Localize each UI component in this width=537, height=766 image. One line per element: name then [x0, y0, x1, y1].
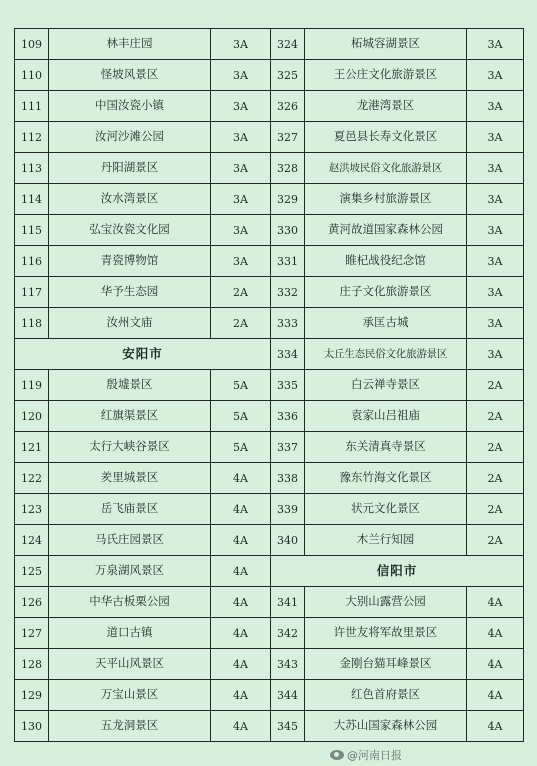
spot-name: 林丰庄园 — [49, 29, 211, 60]
spot-name: 岳飞庙景区 — [49, 494, 211, 525]
city-header: 安阳市 — [15, 339, 271, 370]
table-row — [15, 525, 524, 556]
spot-level: 4A — [211, 680, 271, 711]
spot-level: 3A — [467, 277, 524, 308]
spot-name: 夏邑县长寿文化景区 — [305, 122, 467, 153]
spot-name: 红色首府景区 — [305, 680, 467, 711]
spot-name: 中国汝瓷小镇 — [49, 91, 211, 122]
spot-number: 332 — [271, 277, 305, 308]
table-row — [15, 370, 524, 401]
spot-number: 341 — [271, 587, 305, 618]
spot-level: 4A — [211, 618, 271, 649]
spot-number: 110 — [15, 60, 49, 91]
table-row — [15, 494, 524, 525]
spot-number: 116 — [15, 246, 49, 277]
spot-level: 2A — [467, 525, 524, 556]
spot-number: 331 — [271, 246, 305, 277]
scenic-spots-table — [14, 28, 524, 742]
spot-number: 338 — [271, 463, 305, 494]
spot-name: 龙港湾景区 — [305, 91, 467, 122]
spot-number: 328 — [271, 153, 305, 184]
spot-name: 马氏庄园景区 — [49, 525, 211, 556]
spot-level: 3A — [467, 308, 524, 339]
spot-name: 汝河沙滩公园 — [49, 122, 211, 153]
table-row — [15, 680, 524, 711]
spot-name: 中华古板栗公园 — [49, 587, 211, 618]
watermark — [330, 747, 402, 763]
spot-name: 万泉湖风景区 — [49, 556, 211, 587]
spot-number: 111 — [15, 91, 49, 122]
spot-level: 2A — [467, 370, 524, 401]
spot-name: 庄子文化旅游景区 — [305, 277, 467, 308]
spot-number: 333 — [271, 308, 305, 339]
spot-number: 344 — [271, 680, 305, 711]
spot-number: 335 — [271, 370, 305, 401]
spot-number: 343 — [271, 649, 305, 680]
spot-level: 4A — [211, 525, 271, 556]
spot-name: 怪坡风景区 — [49, 60, 211, 91]
spot-number: 340 — [271, 525, 305, 556]
spot-number: 109 — [15, 29, 49, 60]
spot-number: 117 — [15, 277, 49, 308]
spot-number: 342 — [271, 618, 305, 649]
spot-number: 123 — [15, 494, 49, 525]
table-row — [15, 91, 524, 122]
spot-name: 许世友将军故里景区 — [305, 618, 467, 649]
spot-name: 天平山风景区 — [49, 649, 211, 680]
spot-level: 4A — [211, 556, 271, 587]
table-row — [15, 711, 524, 742]
spot-number: 326 — [271, 91, 305, 122]
spot-level: 3A — [211, 91, 271, 122]
spot-level: 2A — [467, 432, 524, 463]
spot-level: 3A — [467, 339, 524, 370]
spot-name: 黄河故道国家森林公园 — [305, 215, 467, 246]
table-body — [15, 29, 524, 742]
table-row — [15, 308, 524, 339]
spot-level: 4A — [211, 463, 271, 494]
city-header: 信阳市 — [271, 556, 524, 587]
spot-level: 3A — [467, 29, 524, 60]
spot-number: 334 — [271, 339, 305, 370]
spot-level: 3A — [467, 122, 524, 153]
spot-level: 3A — [211, 184, 271, 215]
spot-level: 4A — [211, 587, 271, 618]
spot-number: 112 — [15, 122, 49, 153]
spot-number: 128 — [15, 649, 49, 680]
spot-level: 3A — [467, 215, 524, 246]
spot-level: 4A — [211, 711, 271, 742]
table-row — [15, 587, 524, 618]
spot-name: 弘宝汝瓷文化园 — [49, 215, 211, 246]
spot-level: 5A — [211, 432, 271, 463]
spot-number: 327 — [271, 122, 305, 153]
spot-name: 太行大峡谷景区 — [49, 432, 211, 463]
spot-level: 4A — [467, 649, 524, 680]
table-row — [15, 432, 524, 463]
spot-level: 2A — [467, 463, 524, 494]
spot-name: 木兰行知园 — [305, 525, 467, 556]
spot-name: 金刚台猫耳峰景区 — [305, 649, 467, 680]
spot-name: 大别山露营公园 — [305, 587, 467, 618]
spot-level: 3A — [211, 246, 271, 277]
spot-name: 五龙洞景区 — [49, 711, 211, 742]
spot-level: 3A — [211, 29, 271, 60]
spot-level: 3A — [467, 153, 524, 184]
spot-level: 4A — [211, 494, 271, 525]
watermark-text: @河南日报 — [347, 749, 402, 762]
spot-number: 329 — [271, 184, 305, 215]
spot-name: 红旗渠景区 — [49, 401, 211, 432]
spot-number: 339 — [271, 494, 305, 525]
spot-level: 4A — [467, 680, 524, 711]
table-row — [15, 184, 524, 215]
spot-number: 127 — [15, 618, 49, 649]
spot-level: 3A — [467, 91, 524, 122]
spot-level: 5A — [211, 370, 271, 401]
spot-level: 3A — [211, 122, 271, 153]
spot-level: 2A — [467, 401, 524, 432]
spot-number: 325 — [271, 60, 305, 91]
spot-level: 4A — [467, 711, 524, 742]
table-row — [15, 339, 524, 370]
table-row — [15, 556, 524, 587]
table-row — [15, 277, 524, 308]
spot-number: 122 — [15, 463, 49, 494]
spot-level: 5A — [211, 401, 271, 432]
spot-level: 2A — [211, 308, 271, 339]
spot-number: 345 — [271, 711, 305, 742]
table-row — [15, 122, 524, 153]
table-row — [15, 618, 524, 649]
spot-number: 336 — [271, 401, 305, 432]
spot-name: 承匡古城 — [305, 308, 467, 339]
weibo-icon — [330, 750, 344, 760]
spot-level: 3A — [211, 215, 271, 246]
table-row — [15, 463, 524, 494]
spot-level: 2A — [467, 494, 524, 525]
spot-level: 3A — [211, 153, 271, 184]
spot-name: 太丘生态民俗文化旅游景区 — [305, 339, 467, 370]
spot-name: 豫东竹海文化景区 — [305, 463, 467, 494]
spot-name: 汝水湾景区 — [49, 184, 211, 215]
spot-number: 330 — [271, 215, 305, 246]
spot-number: 324 — [271, 29, 305, 60]
spot-number: 126 — [15, 587, 49, 618]
spot-number: 121 — [15, 432, 49, 463]
spot-name: 华予生态园 — [49, 277, 211, 308]
spot-level: 3A — [467, 60, 524, 91]
spot-number: 118 — [15, 308, 49, 339]
spot-number: 337 — [271, 432, 305, 463]
spot-level: 4A — [467, 587, 524, 618]
spot-name: 万宝山景区 — [49, 680, 211, 711]
spot-name: 羑里城景区 — [49, 463, 211, 494]
spot-number: 130 — [15, 711, 49, 742]
spot-level: 4A — [467, 618, 524, 649]
spot-level: 2A — [211, 277, 271, 308]
spot-name: 睢杞战役纪念馆 — [305, 246, 467, 277]
table-row — [15, 153, 524, 184]
table-row — [15, 29, 524, 60]
spot-name: 大苏山国家森林公园 — [305, 711, 467, 742]
spot-name: 道口古镇 — [49, 618, 211, 649]
spot-number: 124 — [15, 525, 49, 556]
spot-number: 113 — [15, 153, 49, 184]
spot-number: 115 — [15, 215, 49, 246]
spot-name: 王公庄文化旅游景区 — [305, 60, 467, 91]
spot-name: 状元文化景区 — [305, 494, 467, 525]
spot-number: 129 — [15, 680, 49, 711]
spot-level: 4A — [211, 649, 271, 680]
spot-name: 汝州文庙 — [49, 308, 211, 339]
spot-name: 殷墟景区 — [49, 370, 211, 401]
table-row — [15, 246, 524, 277]
spot-number: 119 — [15, 370, 49, 401]
spot-number: 114 — [15, 184, 49, 215]
table-row — [15, 401, 524, 432]
table-row — [15, 215, 524, 246]
spot-name: 柘城容湖景区 — [305, 29, 467, 60]
spot-level: 3A — [211, 60, 271, 91]
spot-name: 丹阳湖景区 — [49, 153, 211, 184]
spot-level: 3A — [467, 184, 524, 215]
spot-name: 赵洪坡民俗文化旅游景区 — [305, 153, 467, 184]
spot-name: 演集乡村旅游景区 — [305, 184, 467, 215]
spot-name: 青瓷博物馆 — [49, 246, 211, 277]
spot-number: 125 — [15, 556, 49, 587]
spot-name: 东关清真寺景区 — [305, 432, 467, 463]
spot-name: 白云禅寺景区 — [305, 370, 467, 401]
spot-level: 3A — [467, 246, 524, 277]
spot-number: 120 — [15, 401, 49, 432]
spot-name: 袁家山吕祖庙 — [305, 401, 467, 432]
table-row — [15, 60, 524, 91]
table-row — [15, 649, 524, 680]
